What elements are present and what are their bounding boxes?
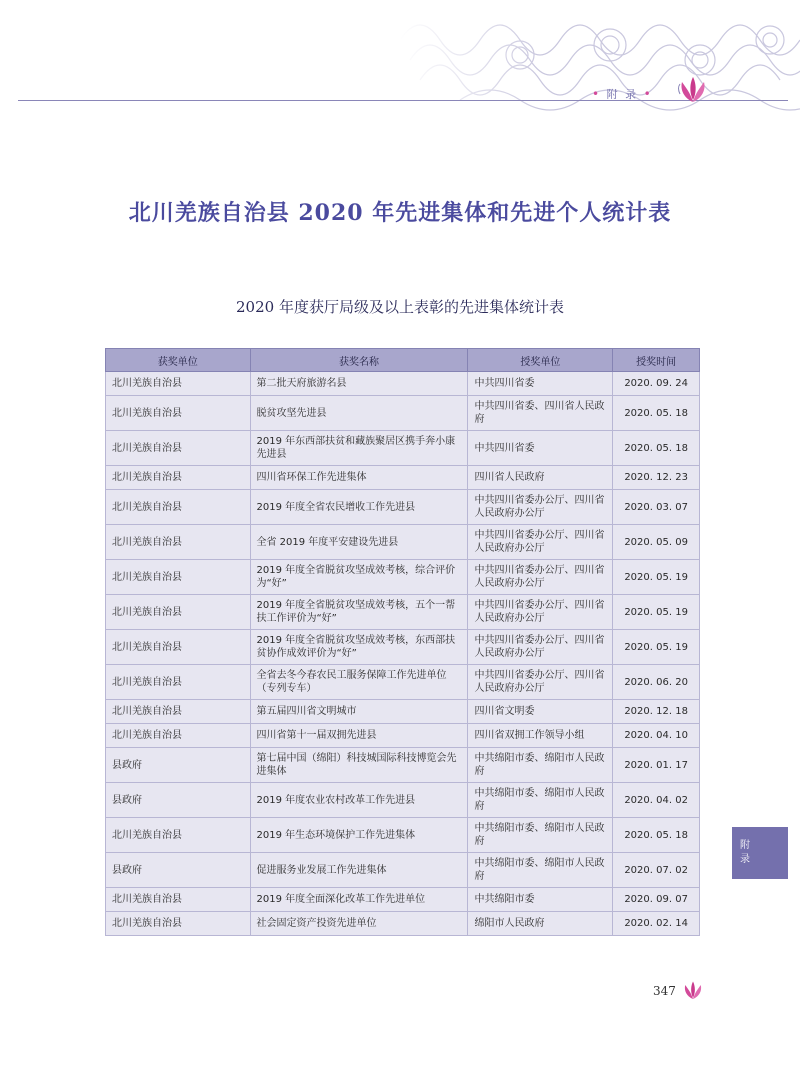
column-header: 获奖单位: [106, 349, 251, 372]
award-date-cell: 2020. 05. 19: [613, 595, 700, 630]
lotus-footer-icon: [681, 978, 705, 1002]
table-row: [106, 748, 700, 783]
award-date-cell: 2020. 09. 24: [613, 372, 700, 396]
award-unit-cell: 县政府: [106, 783, 251, 818]
award-unit-cell: 北川羌族自治县: [106, 396, 251, 431]
award-date-cell: 2020. 05. 18: [613, 431, 700, 466]
grantor-cell: 中共四川省委办公厅、四川省人民政府办公厅: [468, 630, 613, 665]
table-row: [106, 724, 700, 748]
award-date-cell: 2020. 09. 07: [613, 888, 700, 912]
page-number: 347: [653, 984, 676, 998]
column-header: 授奖单位: [468, 349, 613, 372]
table-row: [106, 525, 700, 560]
award-date-cell: 2020. 12. 23: [613, 466, 700, 490]
award-unit-cell: 北川羌族自治县: [106, 665, 251, 700]
award-unit-cell: 北川羌族自治县: [106, 700, 251, 724]
award-date-cell: 2020. 05. 09: [613, 525, 700, 560]
grantor-cell: 中共四川省委: [468, 372, 613, 396]
grantor-cell: 中共绵阳市委、绵阳市人民政府: [468, 748, 613, 783]
award-date-cell: 2020. 05. 19: [613, 630, 700, 665]
award-name-cell: 2019 年度全省脱贫攻坚成效考核，综合评价为“好”: [250, 560, 468, 595]
award-name-cell: 脱贫攻坚先进县: [250, 396, 468, 431]
grantor-cell: 中共四川省委办公厅、四川省人民政府办公厅: [468, 665, 613, 700]
award-unit-cell: 县政府: [106, 853, 251, 888]
award-date-cell: 2020. 03. 07: [613, 490, 700, 525]
award-name-cell: 全省 2019 年度平安建设先进县: [250, 525, 468, 560]
award-name-cell: 全省去冬今春农民工服务保障工作先进单位（专列专车）: [250, 665, 468, 700]
award-name-cell: 社会固定资产投资先进单位: [250, 912, 468, 936]
award-name-cell: 四川省环保工作先进集体: [250, 466, 468, 490]
award-name-cell: 第二批天府旅游名县: [250, 372, 468, 396]
grantor-cell: 四川省文明委: [468, 700, 613, 724]
table-row: [106, 595, 700, 630]
side-tab-label: 附录: [740, 840, 750, 865]
table-row: [106, 490, 700, 525]
award-unit-cell: 北川羌族自治县: [106, 818, 251, 853]
award-unit-cell: 北川羌族自治县: [106, 431, 251, 466]
grantor-cell: 中共绵阳市委: [468, 888, 613, 912]
award-date-cell: 2020. 07. 02: [613, 853, 700, 888]
award-unit-cell: 北川羌族自治县: [106, 466, 251, 490]
grantor-cell: 中共四川省委、四川省人民政府: [468, 396, 613, 431]
table-row: [106, 396, 700, 431]
page-title: 北川羌族自治县 2020 年先进集体和先进个人统计表: [128, 200, 672, 226]
award-name-cell: 2019 年生态环境保护工作先进集体: [250, 818, 468, 853]
award-date-cell: 2020. 02. 14: [613, 912, 700, 936]
award-unit-cell: 北川羌族自治县: [106, 560, 251, 595]
grantor-cell: 中共绵阳市委、绵阳市人民政府: [468, 853, 613, 888]
table-row: [106, 888, 700, 912]
table-row: [106, 783, 700, 818]
award-table: [105, 348, 700, 936]
award-name-cell: 2019 年度全省脱贫攻坚成效考核，五个一帮扶工作评价为“好”: [250, 595, 468, 630]
section-label: [592, 86, 653, 102]
table-row: [106, 466, 700, 490]
award-unit-cell: 北川羌族自治县: [106, 525, 251, 560]
table-row: [106, 431, 700, 466]
table-row: [106, 372, 700, 396]
column-header: 获奖名称: [250, 349, 468, 372]
award-name-cell: 第五届四川省文明城市: [250, 700, 468, 724]
award-unit-cell: 北川羌族自治县: [106, 372, 251, 396]
award-name-cell: 四川省第十一届双拥先进县: [250, 724, 468, 748]
award-unit-cell: 北川羌族自治县: [106, 630, 251, 665]
award-date-cell: 2020. 01. 17: [613, 748, 700, 783]
section-label-text: 附 录: [606, 88, 639, 101]
dot-icon: •: [643, 87, 653, 101]
grantor-cell: 中共四川省委办公厅、四川省人民政府办公厅: [468, 525, 613, 560]
award-unit-cell: 县政府: [106, 748, 251, 783]
grantor-cell: 中共绵阳市委、绵阳市人民政府: [468, 818, 613, 853]
award-name-cell: 2019 年度全面深化改革工作先进单位: [250, 888, 468, 912]
grantor-cell: 中共四川省委办公厅、四川省人民政府办公厅: [468, 560, 613, 595]
table-row: [106, 853, 700, 888]
table-row: [106, 630, 700, 665]
grantor-cell: 四川省人民政府: [468, 466, 613, 490]
award-unit-cell: 北川羌族自治县: [106, 724, 251, 748]
table-row: [106, 560, 700, 595]
header-rule: [18, 100, 788, 101]
award-date-cell: 2020. 12. 18: [613, 700, 700, 724]
table-body: [106, 372, 700, 936]
award-date-cell: 2020. 05. 18: [613, 396, 700, 431]
award-unit-cell: 北川羌族自治县: [106, 490, 251, 525]
award-date-cell: 2020. 06. 20: [613, 665, 700, 700]
grantor-cell: 中共四川省委办公厅、四川省人民政府办公厅: [468, 595, 613, 630]
dot-icon: •: [592, 87, 602, 101]
award-name-cell: 2019 年度全省脱贫攻坚成效考核，东西部扶贫协作成效评价为“好”: [250, 630, 468, 665]
table-title: 2020 年度获厅局级及以上表彰的先进集体统计表: [236, 298, 564, 316]
award-date-cell: 2020. 04. 10: [613, 724, 700, 748]
award-unit-cell: 北川羌族自治县: [106, 888, 251, 912]
award-name-cell: 2019 年度全省农民增收工作先进县: [250, 490, 468, 525]
award-name-cell: 第七届中国（绵阳）科技城国际科技博览会先进集体: [250, 748, 468, 783]
side-tab: [732, 827, 788, 879]
column-header: 授奖时间: [613, 349, 700, 372]
award-unit-cell: 北川羌族自治县: [106, 595, 251, 630]
grantor-cell: 中共绵阳市委、绵阳市人民政府: [468, 783, 613, 818]
award-unit-cell: 北川羌族自治县: [106, 912, 251, 936]
grantor-cell: 中共四川省委: [468, 431, 613, 466]
award-name-cell: 2019 年度农业农村改革工作先进县: [250, 783, 468, 818]
award-date-cell: 2020. 05. 19: [613, 560, 700, 595]
award-name-cell: 促进服务业发展工作先进集体: [250, 853, 468, 888]
table-row: [106, 818, 700, 853]
grantor-cell: 四川省双拥工作领导小组: [468, 724, 613, 748]
award-name-cell: 2019 年东西部扶贫和藏族聚居区携手奔小康先进县: [250, 431, 468, 466]
grantor-cell: 绵阳市人民政府: [468, 912, 613, 936]
table-row: [106, 665, 700, 700]
table-row: [106, 700, 700, 724]
award-date-cell: 2020. 05. 18: [613, 818, 700, 853]
grantor-cell: 中共四川省委办公厅、四川省人民政府办公厅: [468, 490, 613, 525]
table-header-row: [106, 349, 700, 372]
award-date-cell: 2020. 04. 02: [613, 783, 700, 818]
lotus-logo-icon: [676, 74, 710, 104]
table-row: [106, 912, 700, 936]
